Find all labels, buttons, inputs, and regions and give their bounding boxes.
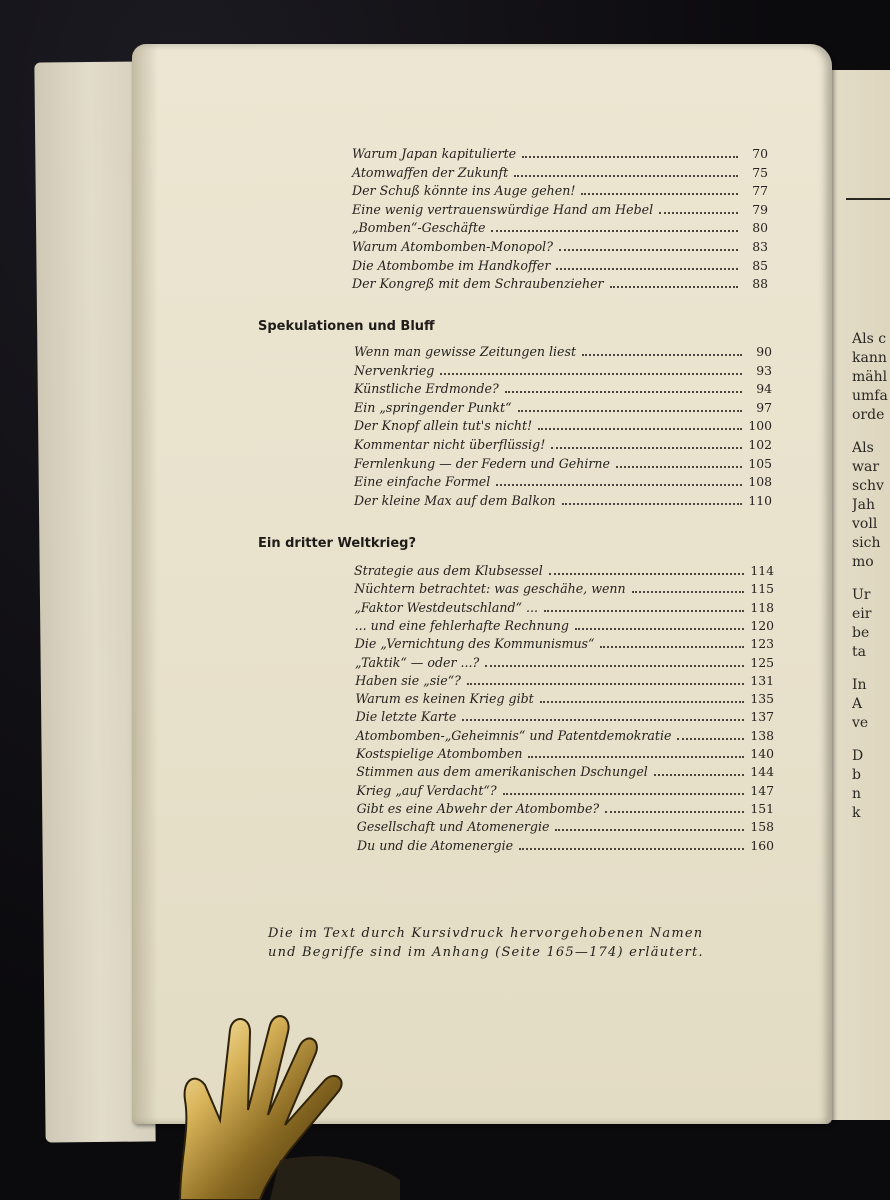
toc-entry-page: 75 [752,164,768,180]
toc-entry [354,363,772,381]
toc-entry-page: 90 [756,344,772,359]
dot-leader [528,747,744,758]
toc-entry-title: Krieg „auf Verdacht“? [356,782,497,798]
dot-leader [505,382,742,393]
toc-entry-page: 70 [752,146,768,161]
facing-page-line: be [852,625,870,641]
toc-entry-page: 108 [748,474,772,490]
toc-entry-title: Strategie aus dem Klubsessel [354,563,543,578]
dot-leader [491,221,738,232]
dot-leader [582,345,742,356]
toc-entry-title: Die Atombombe im Handkoffer [352,257,551,273]
dot-leader [654,765,744,776]
facing-page-line: A [852,696,863,712]
facing-page-line: Jah [852,497,875,513]
facing-page-line: k [852,805,861,821]
dot-leader [600,637,744,648]
section-heading: Ein dritter Weltkrieg? [258,536,417,551]
toc-entry [352,183,768,201]
toc-entry [352,258,768,276]
toc-entry-title: „Faktor Westdeutschland“ ... [354,599,538,615]
facing-page-line: schv [852,478,884,494]
toc-entry-title: Warum es keinen Krieg gibt [355,691,534,707]
facing-page-rule [846,198,890,200]
dot-leader [519,839,744,850]
toc-entry-page: 131 [750,672,774,688]
toc-entry-page: 137 [750,709,774,725]
toc-entry [355,655,774,673]
toc-entry [354,581,774,599]
toc-entry-title: Eine wenig vertrauenswürdige Hand am Hebel [352,201,654,217]
toc-entry-page: 85 [752,257,768,273]
toc-entry [356,746,774,764]
section-heading: Spekulationen und Bluff [258,319,435,334]
brass-hand-page-holder [150,1010,410,1200]
dot-leader [605,802,744,813]
toc-entry-title: Du und die Atomenergie [357,837,514,853]
toc-entry [352,165,768,183]
facing-page-line [852,572,890,586]
dot-leader [562,494,742,505]
toc-entry [354,493,772,511]
toc-entry-title: Nervenkrieg [354,362,435,378]
toc-entry-title: „Taktik“ — oder ...? [355,654,480,670]
facing-page-line: ta [852,644,866,660]
toc-entry-page: 114 [750,563,774,578]
toc-entry [357,801,774,819]
toc-entry [354,437,772,455]
facing-page-line: eir [852,606,872,622]
toc-entry-page: 79 [752,201,768,217]
toc-entry [355,636,774,654]
toc-entry [352,146,768,164]
toc-entry-page: 105 [748,455,772,471]
facing-page-line: ve [852,715,869,731]
facing-page-line [852,733,890,747]
toc-entry [352,202,768,220]
dot-leader [540,692,744,703]
dot-leader [549,564,744,575]
facing-page-line [852,662,890,676]
dot-leader [522,147,738,158]
toc-entry-title: Gesellschaft und Atomenergie [356,819,550,835]
toc-entry-title: ... und eine fehlerhafte Rechnung [354,617,569,633]
facing-page-line: umfa [852,388,888,404]
toc-entry-page: 83 [752,239,768,254]
dot-leader [485,656,744,667]
toc-entry-title: Die „Vernichtung des Kommunismus“ [354,636,595,652]
facing-page-line: orde [852,407,885,423]
toc-entry [354,456,772,474]
toc-entry-title: Warum Japan kapitulierte [352,146,517,161]
toc-entry-title: Stimmen aus dem amerikanischen Dschungel [356,764,648,780]
dot-leader [556,259,738,270]
facing-page-line: n [852,786,862,802]
dot-leader [632,582,744,593]
dot-leader [514,166,738,177]
dot-leader [462,710,744,721]
dot-leader [677,729,744,740]
toc-entry [356,783,774,801]
toc-entry-page: 158 [750,819,774,835]
dot-leader [559,240,738,251]
toc-entry-page: 144 [750,764,774,780]
toc-entry-title: Kostspielige Atombomben [356,746,523,761]
dot-leader [503,784,744,795]
toc-entry-title: Atomwaffen der Zukunft [352,164,509,180]
toc-entry-page: 120 [750,617,774,633]
toc-entry-page: 125 [750,654,774,670]
facing-page-line [852,425,890,439]
toc-entry [356,728,774,746]
toc-entry-page: 115 [750,581,774,597]
toc-entry-page: 110 [748,492,772,508]
facing-page-line: war [852,459,880,475]
dot-leader [581,184,738,195]
facing-page-line: mo [852,554,874,570]
toc-entry [357,838,774,856]
facing-page-line: b [852,767,861,783]
toc-entry [357,819,774,837]
toc-entry-title: Eine einfache Formel [354,474,491,490]
toc-entry-page: 94 [756,381,772,397]
facing-page-line: voll [852,516,878,532]
toc-entry-title: Der Schuß könnte ins Auge gehen! [352,183,576,199]
toc-entry-title: Ein „springender Punkt“ [354,399,512,415]
dot-leader [610,277,738,288]
toc-entry-page: 140 [750,746,774,761]
toc-entry-page: 80 [752,220,768,236]
facing-page-line: Als c [852,331,887,347]
toc-entry-title: Warum Atombomben-Monopol? [352,239,553,254]
facing-page-line: mähl [852,369,888,385]
toc-entry-title: Der Kongreß mit dem Schraubenzieher [352,276,604,292]
toc-entry-page: 135 [750,691,774,707]
toc-entry-title: Gibt es eine Abwehr der Atombombe? [356,800,600,816]
footnote-line: Die im Text durch Kursivdruck hervorgehobenen Namen [268,926,704,941]
dot-leader [544,601,744,612]
facing-page-line: Ur [852,587,871,603]
toc-entry-page: 93 [756,362,772,378]
toc-entry [354,474,772,492]
toc-entry-title: „Bomben“-Geschäfte [352,220,486,236]
toc-entry-page: 88 [752,276,768,292]
toc-entry-title: Atombomben-„Geheimnis“ und Patentdemokratie [355,727,672,743]
dot-leader [496,475,742,486]
toc-entry-page: 100 [748,418,772,434]
toc-entry-title: Die letzte Karte [355,709,457,725]
toc-entry [354,600,774,618]
toc-entry [354,381,772,399]
toc-entry-title: Künstliche Erdmonde? [354,381,499,397]
footnote-line: und Begriffe sind im Anhang (Seite 165—174) erläutert. [268,945,704,960]
facing-page-line: D [852,748,864,764]
dot-leader [555,820,744,831]
toc-entry-title: Wenn man gewisse Zeitungen liest [354,344,577,359]
facing-page-line: sich [852,535,881,551]
toc-entry-title: Haben sie „sie“? [355,672,461,688]
toc-entry [355,691,774,709]
dot-leader [659,203,738,214]
toc-entry-title: Der kleine Max auf dem Balkon [354,492,556,508]
toc-entry-page: 77 [752,183,768,199]
toc-entry [352,276,768,294]
toc-entry [355,673,774,691]
toc-entry-page: 118 [750,599,774,615]
facing-page-line: kann [852,350,887,366]
footnote [268,924,788,962]
dot-leader [440,364,742,375]
toc-entry [354,344,772,362]
toc-entry-page: 160 [750,837,774,853]
toc-entry-page: 97 [756,399,772,415]
toc-entry [354,400,772,418]
toc-entry-page: 123 [750,636,774,652]
dot-leader [616,457,742,468]
page-spine-shadow [132,44,158,1124]
dot-leader [467,674,744,685]
toc-entry-page: 147 [750,782,774,798]
dot-leader [538,419,742,430]
dot-leader [551,438,742,449]
dot-leader [575,619,744,630]
facing-page-line: In [852,677,867,693]
toc-entry [356,764,774,782]
toc-entry [354,563,774,581]
toc-entry [356,709,774,727]
toc-entry-page: 151 [750,800,774,816]
toc-entry-page: 102 [748,437,772,452]
toc-entry-title: Fernlenkung — der Federn und Gehirne [354,455,610,471]
toc-entry [352,220,768,238]
toc-entry-title: Kommentar nicht überflüssig! [354,437,546,452]
facing-page-line: Als [852,440,874,456]
toc-entry-title: Der Knopf allein tut's nicht! [354,418,533,434]
toc-entry [355,618,774,636]
toc-entry-title: Nüchtern betrachtet: was geschähe, wenn [354,581,626,597]
dot-leader [518,401,742,412]
toc-entry-page: 138 [750,727,774,743]
toc-entry [354,418,772,436]
toc-entry [352,239,768,257]
facing-page-text [852,330,890,823]
